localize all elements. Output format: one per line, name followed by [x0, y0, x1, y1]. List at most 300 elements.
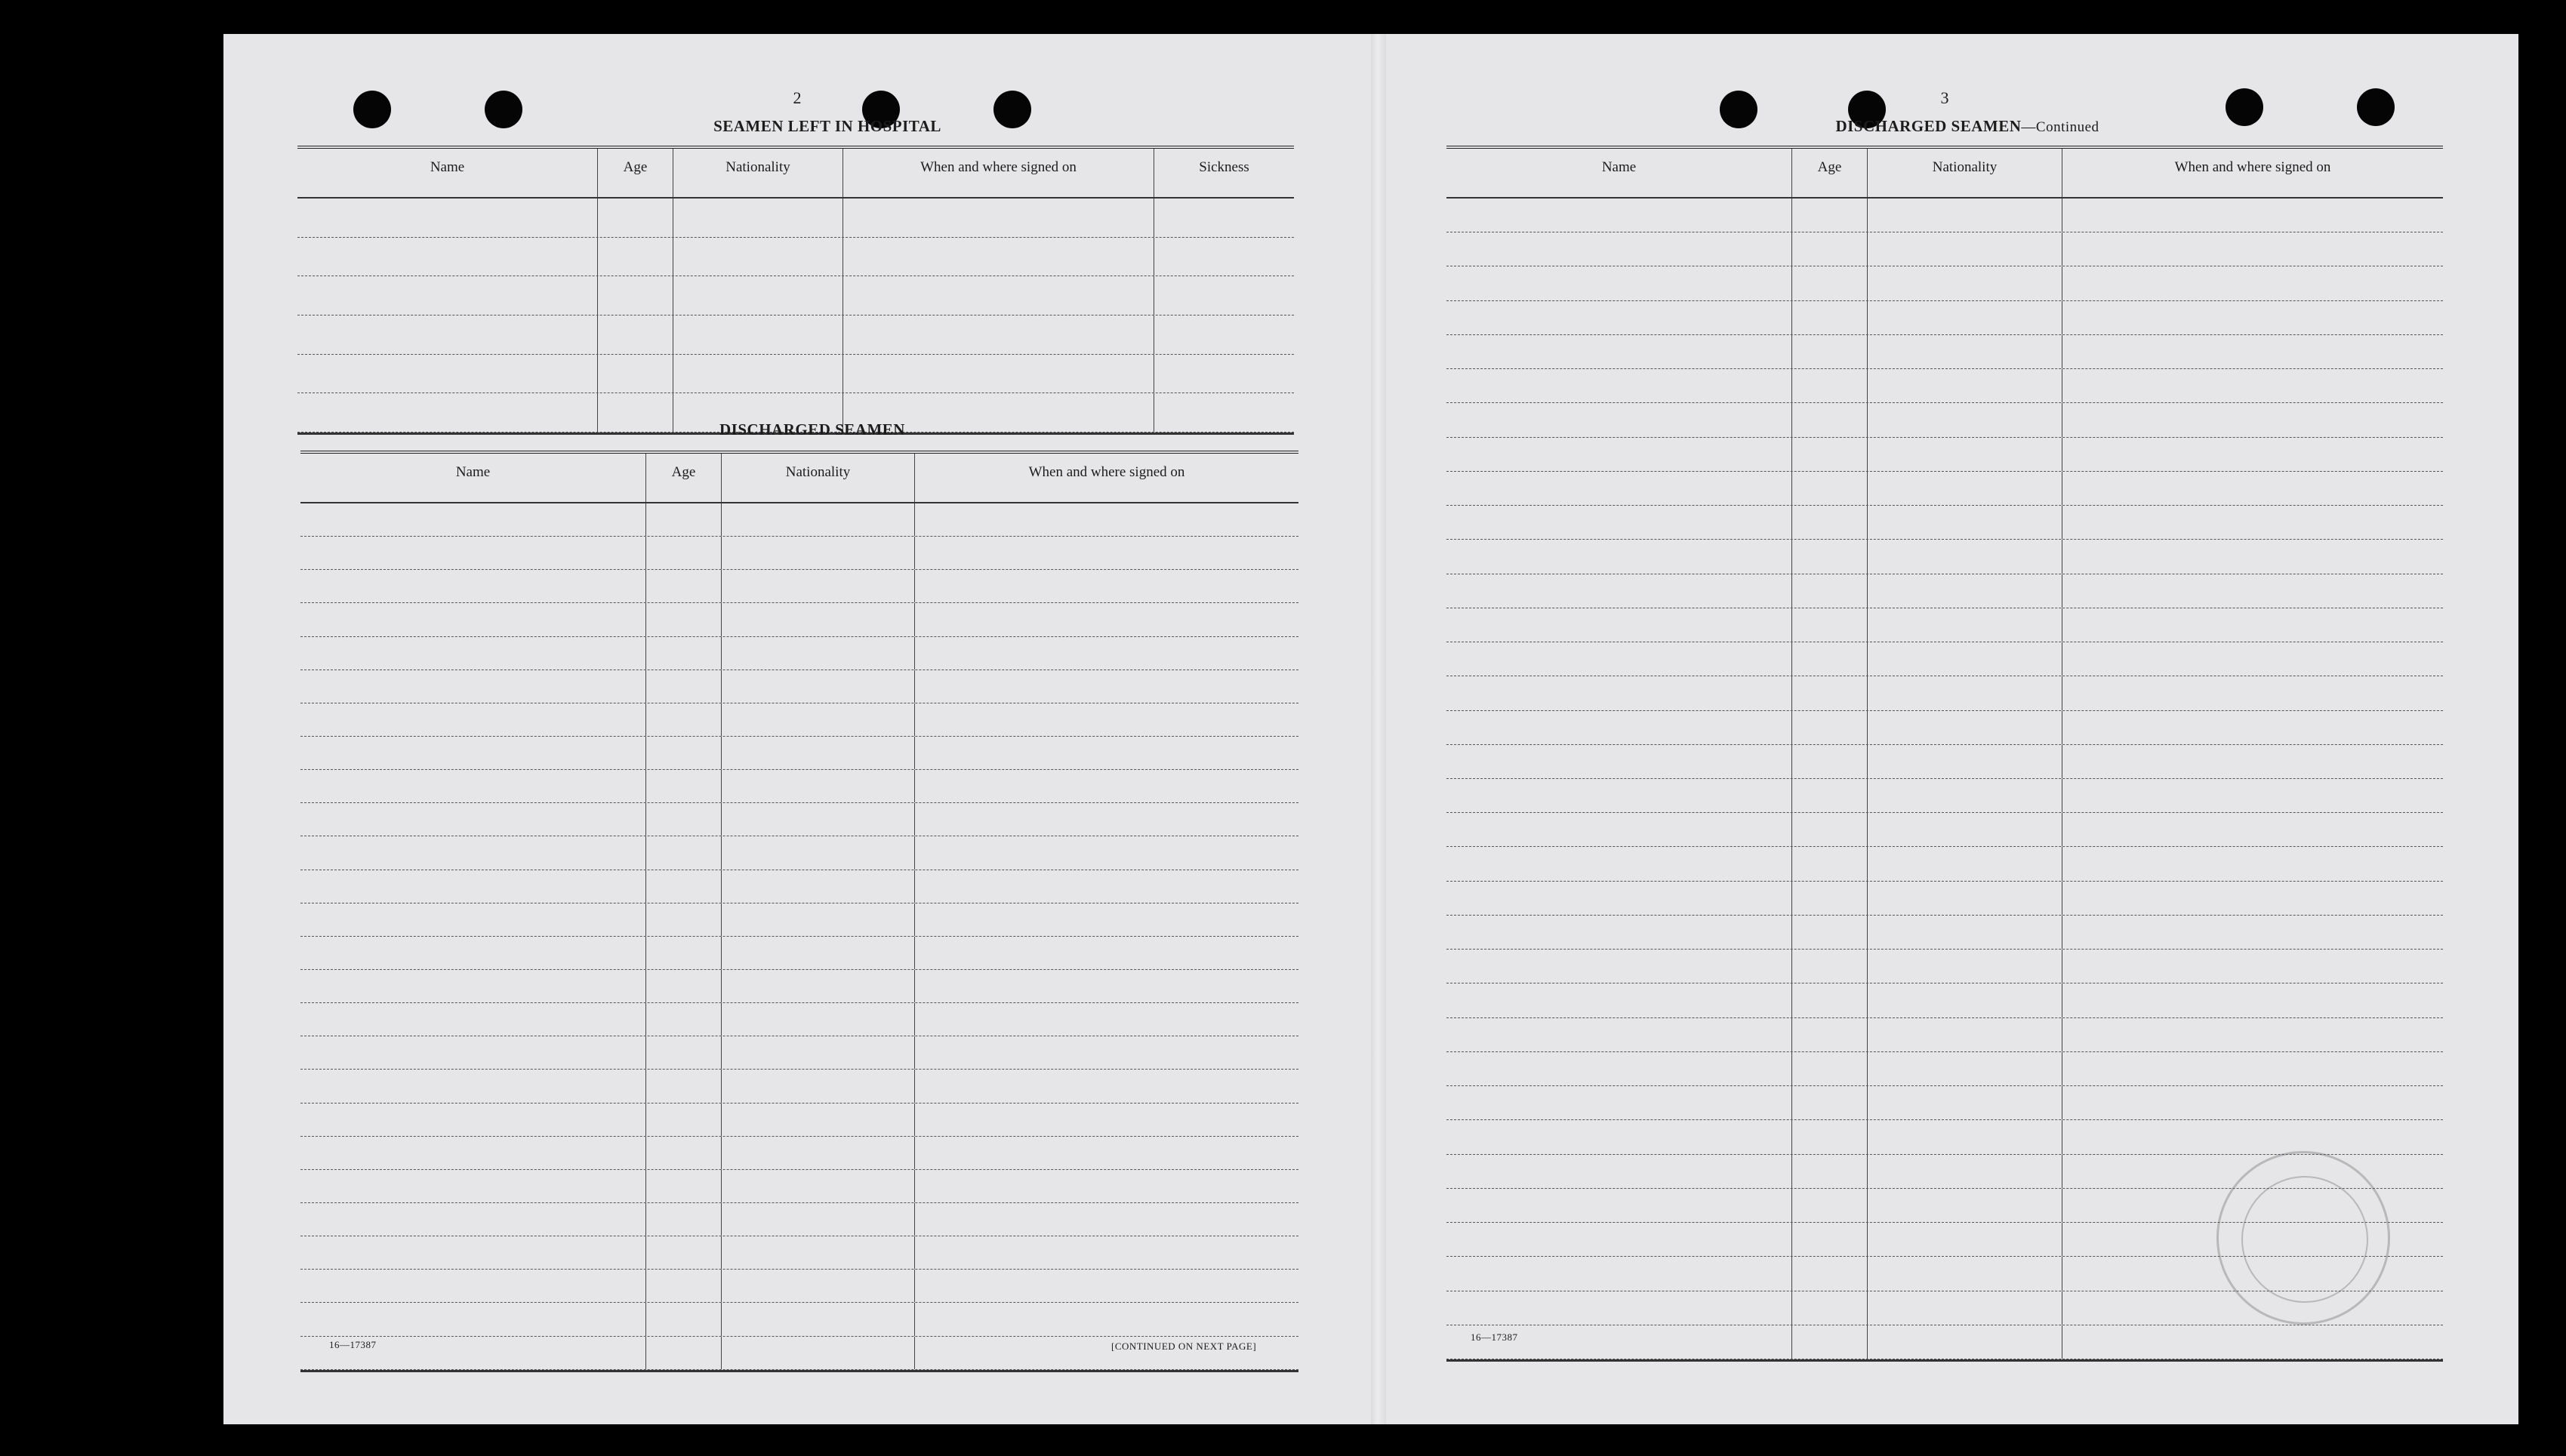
table-row	[297, 355, 1294, 394]
table-cell	[722, 537, 915, 569]
table-cell	[1792, 1325, 1868, 1359]
table-cell	[646, 970, 722, 1002]
table-cell	[1868, 403, 2062, 436]
table-cell	[915, 1036, 1298, 1069]
table-cell	[300, 1003, 646, 1036]
table-cell	[915, 1236, 1298, 1269]
table-cell	[1868, 779, 2062, 812]
table-cell	[722, 1070, 915, 1102]
table-cell	[1446, 1291, 1792, 1325]
table-row	[300, 903, 1298, 937]
table-cell	[300, 770, 646, 802]
table-cell	[1154, 199, 1294, 237]
table-cell	[673, 238, 843, 276]
table-cell	[646, 737, 722, 769]
table-cell	[673, 355, 843, 393]
table-row	[300, 970, 1298, 1003]
table-cell	[843, 276, 1154, 315]
table-cell	[2062, 1086, 2443, 1119]
table-bottom-rule	[1446, 1359, 2443, 1362]
table-cell	[915, 836, 1298, 869]
table-cell	[646, 1036, 722, 1069]
table-cell	[1792, 1257, 1868, 1290]
table-cell	[843, 238, 1154, 276]
table-cell	[1792, 847, 1868, 880]
table-cell	[1446, 232, 1792, 266]
table-cell	[1792, 574, 1868, 608]
table-cell	[300, 803, 646, 836]
table-cell	[1446, 1223, 1792, 1256]
table-cell	[1868, 1155, 2062, 1188]
table-cell	[1868, 813, 2062, 846]
table-row	[1446, 608, 2443, 642]
column-header-age: Age	[646, 454, 722, 502]
table-cell	[1792, 369, 1868, 402]
table-cell	[722, 970, 915, 1002]
table-cell	[297, 199, 598, 237]
table-cell	[673, 276, 843, 315]
table-cell	[1446, 506, 1792, 539]
table-cell	[722, 836, 915, 869]
table-cell	[300, 1270, 646, 1302]
column-header-sickness: Sickness	[1199, 159, 1249, 175]
table-cell	[1868, 199, 2062, 232]
table-cell	[1868, 1018, 2062, 1051]
table-row	[1446, 847, 2443, 881]
table-cell	[915, 1303, 1298, 1335]
table-cell	[646, 637, 722, 670]
table-row	[300, 770, 1298, 803]
table-row	[1446, 1325, 2443, 1359]
table-cell	[646, 703, 722, 736]
table-cell	[915, 1137, 1298, 1169]
table-cell	[1792, 882, 1868, 915]
table-row	[1446, 472, 2443, 506]
table-cell	[1446, 1120, 1792, 1153]
table-cell	[1792, 779, 1868, 812]
table-cell	[1868, 1120, 2062, 1153]
form-number-left: 16—17387	[329, 1339, 377, 1350]
table-row	[1446, 574, 2443, 608]
column-header-signed-on: When and where signed on	[843, 149, 1154, 197]
table-cell	[300, 1137, 646, 1169]
table-row	[297, 199, 1294, 238]
document-sheet	[223, 34, 2518, 1424]
table-cell	[1792, 301, 1868, 334]
table-cell	[1868, 950, 2062, 983]
table-cell	[300, 1036, 646, 1069]
punch-hole	[353, 91, 391, 128]
table-cell	[722, 770, 915, 802]
discharged-continued-suffix: —Continued	[2021, 119, 2099, 135]
column-header-name: Name	[1446, 149, 1792, 197]
table-row	[1446, 199, 2443, 232]
table-cell	[1868, 1052, 2062, 1085]
column-header-signed-on: When and where signed on	[2174, 159, 2331, 175]
table-row	[300, 1104, 1298, 1137]
table-row	[300, 937, 1298, 970]
table-cell	[1868, 1189, 2062, 1222]
table-cell	[1446, 676, 1792, 710]
discharged-continued-title-main: DISCHARGED SEAMEN	[1835, 117, 2022, 135]
table-row	[1446, 1120, 2443, 1154]
table-cell	[722, 1337, 915, 1369]
table-row	[300, 503, 1298, 537]
discharged-section-title: DISCHARGED SEAMEN	[719, 420, 905, 439]
table-row	[300, 703, 1298, 737]
table-cell	[915, 903, 1298, 936]
table-cell	[915, 503, 1298, 536]
table-cell	[1792, 813, 1868, 846]
table-cell	[646, 1137, 722, 1169]
table-cell	[1792, 642, 1868, 676]
table-cell	[1446, 950, 1792, 983]
table-row	[1446, 1086, 2443, 1120]
table-cell	[1446, 403, 1792, 436]
table-cell	[297, 276, 598, 315]
table-cell	[300, 637, 646, 670]
table-cell	[1792, 608, 1868, 642]
table-cell	[843, 316, 1154, 354]
table-cell	[1446, 642, 1792, 676]
table-cell	[297, 316, 598, 354]
table-cell	[1446, 1018, 1792, 1051]
table-cell	[1792, 1052, 1868, 1085]
table-cell	[598, 276, 673, 315]
table-cell	[646, 570, 722, 602]
table-cell	[1792, 916, 1868, 949]
column-header-name: Name	[297, 149, 598, 197]
table-cell	[915, 737, 1298, 769]
table-cell	[1446, 711, 1792, 744]
table-cell	[1868, 1291, 2062, 1325]
table-cell	[2062, 1325, 2443, 1359]
table-cell	[646, 1104, 722, 1136]
table-cell	[673, 316, 843, 354]
punch-hole	[2357, 88, 2395, 126]
column-header-signed-on: When and where signed on	[1028, 464, 1185, 480]
table-cell	[915, 570, 1298, 602]
table-cell	[646, 870, 722, 903]
table-cell	[1868, 642, 2062, 676]
table-cell	[646, 503, 722, 536]
table-cell	[1792, 676, 1868, 710]
table-cell	[2062, 438, 2443, 471]
table-cell	[1792, 745, 1868, 778]
table-cell	[297, 355, 598, 393]
table-cell	[1792, 1155, 1868, 1188]
table-cell	[646, 537, 722, 569]
table-cell	[1154, 393, 1294, 432]
table-cell	[300, 570, 646, 602]
column-header-age: Age	[598, 149, 673, 197]
table-cell	[843, 355, 1154, 393]
table-cell	[300, 503, 646, 536]
table-cell	[300, 1303, 646, 1335]
table-cell	[1868, 232, 2062, 266]
table-cell	[2062, 540, 2443, 573]
table-row	[1446, 745, 2443, 779]
table-cell	[1446, 1086, 1792, 1119]
table-cell	[646, 1070, 722, 1102]
table-cell	[1792, 1086, 1868, 1119]
table-cell	[1868, 745, 2062, 778]
table-cell	[646, 1236, 722, 1269]
table-cell	[2062, 813, 2443, 846]
table-cell	[722, 1003, 915, 1036]
table-cell	[915, 603, 1298, 636]
table-cell	[646, 1203, 722, 1236]
table-cell	[1792, 403, 1868, 436]
table-cell	[843, 199, 1154, 237]
table-cell	[646, 836, 722, 869]
table-cell	[1792, 711, 1868, 744]
table-cell	[646, 903, 722, 936]
table-cell	[915, 803, 1298, 836]
table-row	[1446, 676, 2443, 710]
table-cell	[915, 1104, 1298, 1136]
table-cell	[1868, 335, 2062, 368]
table-cell	[598, 355, 673, 393]
table-row	[1446, 950, 2443, 983]
bleed-through-text: ​	[841, 132, 844, 160]
table-cell	[673, 199, 843, 237]
form-number-right: 16—17387	[1471, 1331, 1518, 1343]
table-cell	[722, 637, 915, 670]
table-cell	[1446, 608, 1792, 642]
table-cell	[300, 1236, 646, 1269]
table-row	[300, 737, 1298, 770]
table-cell	[1446, 1052, 1792, 1085]
table-cell	[1446, 916, 1792, 949]
table-cell	[1792, 266, 1868, 300]
table-cell	[1446, 574, 1792, 608]
table-row	[1446, 438, 2443, 472]
discharged-table	[300, 451, 1298, 1371]
table-cell	[1868, 540, 2062, 573]
table-cell	[2062, 847, 2443, 880]
table-cell	[1446, 438, 1792, 471]
hospital-rows	[297, 199, 1294, 432]
table-row	[297, 276, 1294, 316]
table-cell	[1792, 1018, 1868, 1051]
table-cell	[1868, 676, 2062, 710]
table-cell	[722, 803, 915, 836]
table-cell	[598, 316, 673, 354]
table-cell	[300, 970, 646, 1002]
table-cell	[1792, 438, 1868, 471]
table-row	[1446, 983, 2443, 1017]
table-cell	[646, 1337, 722, 1369]
table-row	[300, 1203, 1298, 1236]
table-cell	[1446, 1189, 1792, 1222]
table-row	[300, 803, 1298, 836]
table-cell	[2062, 1120, 2443, 1153]
table-row	[300, 637, 1298, 670]
table-cell	[646, 803, 722, 836]
table-cell	[646, 937, 722, 969]
table-cell	[1446, 199, 1792, 232]
table-row	[300, 1137, 1298, 1170]
table-cell	[1868, 266, 2062, 300]
column-header-name: Name	[300, 454, 646, 502]
table-row	[1446, 1018, 2443, 1052]
table-cell	[2062, 472, 2443, 505]
table-cell	[722, 1104, 915, 1136]
table-cell	[2062, 199, 2443, 232]
table-cell	[2062, 745, 2443, 778]
table-cell	[722, 1270, 915, 1302]
table-cell	[1868, 506, 2062, 539]
table-cell	[1154, 355, 1294, 393]
table-row	[300, 836, 1298, 870]
table-cell	[300, 903, 646, 936]
table-cell	[722, 670, 915, 703]
table-bottom-rule	[300, 1370, 1298, 1372]
table-row	[1446, 540, 2443, 574]
table-cell	[722, 570, 915, 602]
table-cell	[915, 970, 1298, 1002]
table-cell	[300, 603, 646, 636]
table-cell	[1446, 301, 1792, 334]
table-cell	[1446, 540, 1792, 573]
table-cell	[300, 1170, 646, 1202]
table-row	[300, 1036, 1298, 1070]
table-cell	[1868, 574, 2062, 608]
table-cell	[1446, 882, 1792, 915]
table-cell	[646, 1170, 722, 1202]
table-cell	[2062, 506, 2443, 539]
hospital-section-title: SEAMEN LEFT IN HOSPITAL	[713, 117, 941, 135]
table-cell	[1446, 266, 1792, 300]
table-cell	[297, 393, 598, 432]
table-cell	[1868, 711, 2062, 744]
table-cell	[1446, 779, 1792, 812]
table-cell	[1154, 316, 1294, 354]
table-cell	[915, 1003, 1298, 1036]
table-cell	[2062, 1052, 2443, 1085]
table-cell	[2062, 301, 2443, 334]
table-row	[300, 1070, 1298, 1103]
table-cell	[1446, 813, 1792, 846]
table-row	[300, 1236, 1298, 1270]
table-cell	[2062, 608, 2443, 642]
table-row	[300, 1270, 1298, 1303]
table-cell	[1868, 608, 2062, 642]
table-cell	[722, 870, 915, 903]
table-cell	[915, 703, 1298, 736]
table-cell	[646, 1303, 722, 1335]
table-cell	[297, 238, 598, 276]
table-cell	[2062, 950, 2443, 983]
table-row	[300, 603, 1298, 636]
table-cell	[2062, 676, 2443, 710]
table-cell	[1792, 506, 1868, 539]
table-cell	[1868, 301, 2062, 334]
punch-hole	[485, 91, 522, 128]
table-cell	[2062, 574, 2443, 608]
discharged-rows	[300, 503, 1298, 1370]
column-header-nationality: Nationality	[1868, 149, 2062, 197]
table-cell	[646, 603, 722, 636]
table-cell	[2062, 266, 2443, 300]
official-stamp	[2216, 1151, 2390, 1325]
table-cell	[2062, 983, 2443, 1017]
table-cell	[1792, 540, 1868, 573]
table-row	[1446, 642, 2443, 676]
table-row	[1446, 813, 2443, 847]
table-row	[297, 238, 1294, 277]
table-cell	[722, 1303, 915, 1335]
table-cell	[1792, 335, 1868, 368]
table-cell	[1868, 1257, 2062, 1290]
table-row	[300, 1170, 1298, 1203]
table-cell	[1792, 950, 1868, 983]
table-cell	[915, 670, 1298, 703]
table-cell	[722, 703, 915, 736]
table-cell	[646, 1003, 722, 1036]
table-cell	[722, 1170, 915, 1202]
table-cell	[1868, 472, 2062, 505]
column-header-nationality: Nationality	[722, 454, 915, 502]
table-cell	[1868, 1086, 2062, 1119]
table-cell	[2062, 642, 2443, 676]
column-header-nationality: Nationality	[673, 149, 843, 197]
page-fold	[1371, 34, 1386, 1424]
table-cell	[1868, 1325, 2062, 1359]
table-cell	[2062, 711, 2443, 744]
page-number-left: 2	[793, 88, 802, 107]
table-cell	[598, 238, 673, 276]
table-cell	[1868, 1223, 2062, 1256]
table-cell	[1446, 1155, 1792, 1188]
table-cell	[1446, 983, 1792, 1017]
table-cell	[2062, 369, 2443, 402]
table-cell	[722, 503, 915, 536]
table-cell	[1446, 847, 1792, 880]
continued-note: [CONTINUED ON NEXT PAGE]	[1111, 1341, 1257, 1352]
table-row	[1446, 1052, 2443, 1086]
table-cell	[1446, 745, 1792, 778]
table-cell	[915, 537, 1298, 569]
table-row	[300, 1003, 1298, 1036]
table-row	[1446, 266, 2443, 300]
table-cell	[2062, 403, 2443, 436]
table-cell	[722, 903, 915, 936]
table-cell	[1868, 438, 2062, 471]
table-cell	[300, 1203, 646, 1236]
table-cell	[300, 1104, 646, 1136]
table-cell	[2062, 1018, 2443, 1051]
page-number-right: 3	[1940, 88, 1949, 107]
table-row	[1446, 369, 2443, 403]
table-cell	[2062, 882, 2443, 915]
table-row	[1446, 711, 2443, 745]
table-cell	[1792, 1120, 1868, 1153]
table-cell	[915, 1170, 1298, 1202]
table-cell	[722, 1203, 915, 1236]
table-cell	[722, 937, 915, 969]
table-cell	[300, 737, 646, 769]
table-cell	[300, 1070, 646, 1102]
table-cell	[300, 670, 646, 703]
table-row	[1446, 232, 2443, 266]
table-cell	[1868, 882, 2062, 915]
table-row	[1446, 403, 2443, 437]
table-row	[300, 537, 1298, 570]
table-row	[300, 670, 1298, 703]
table-cell	[1792, 199, 1868, 232]
